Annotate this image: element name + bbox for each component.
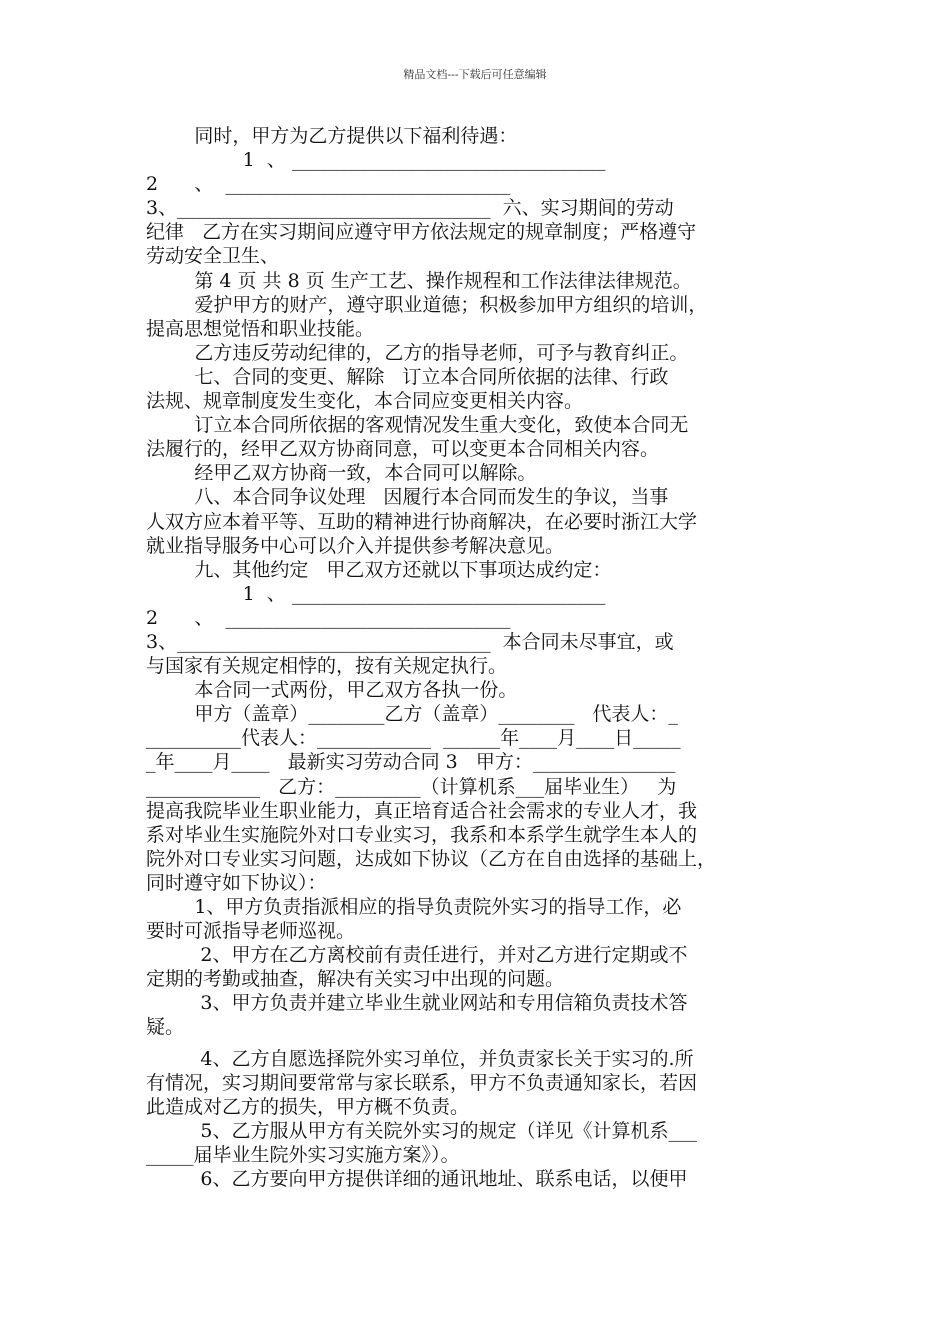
text-line: 与国家有关规定相悖的，按有关规定执行。 (146, 655, 508, 678)
text-line: 第 4 页 共 8 页 生产工艺、操作规程和工作法律法律规范。 (146, 269, 692, 292)
paragraph-gap (146, 1040, 808, 1047)
text-line: 3、_________________________________ 本合同未尽事宜，或 (146, 630, 674, 653)
text-line: 2、甲方在乙方离校前有责任进行，并对乙方进行定期或不 (146, 944, 688, 967)
text-line: 法规、规章制度发生变化，本合同应变更相关内容。 (146, 390, 584, 413)
text-line: 2 、 ______________________________ (146, 173, 511, 196)
text-line: 院外对口专业实习问题，达成如下协议（乙方在自由选择的基础上， (146, 847, 717, 870)
text-line: 就业指导服务中心可以介入并提供参考解决意见。 (146, 534, 565, 557)
text-line: 八、本合同争议处理 因履行本合同而发生的争议，当事 (146, 486, 669, 509)
text-line: 人双方应本着平等、互助的精神进行协商解决，在必要时浙江大学 (146, 510, 698, 533)
page-header: 精品文档---下载后可任意编辑 (403, 68, 547, 81)
text-line: 1 、 _________________________________ (146, 582, 606, 605)
text-line: 5、乙方服从甲方有关院外实习的规定（详见《计算机系___ (146, 1119, 697, 1142)
text-line: 疑。 (146, 1016, 185, 1039)
text-line: 乙方违反劳动纪律的，乙方的指导老师，可予与教育纠正。 (146, 341, 689, 364)
text-line: 6、乙方要向甲方提供详细的通讯地址、联系电话，以便甲 (146, 1168, 688, 1191)
text-line: 提高我院毕业生职业能力，真正培育适合社会需求的专业人才，我 (146, 799, 698, 822)
text-line: 甲方（盖章）________乙方（盖章）________ 代表人：_ (146, 703, 678, 726)
text-line: 同时遵守如下协议）： (146, 871, 327, 894)
text-line: 3、_________________________________ 六、实习期间的劳动 (146, 197, 674, 220)
text-line: 经甲乙双方协商一致，本合同可以解除。 (146, 462, 537, 485)
text-line: 劳动安全卫生、 (146, 245, 280, 268)
text-line: 1、甲方负责指派相应的指导负责院外实习的指导工作，必 (146, 896, 682, 918)
text-line: 4、乙方自愿选择院外实习单位，并负责家长关于实习的.所 (146, 1047, 694, 1070)
text-line: 七、合同的变更、解除 订立本合同所依据的法律、行政 (146, 365, 669, 388)
document-body (146, 124, 808, 1191)
text-line: _____届毕业生院外实习实施方案》）。 (146, 1143, 460, 1166)
text-line: 3、甲方负责并建立毕业生就业网站和专用信箱负责技术答 (146, 992, 688, 1015)
text-line: ____________ 乙方：_________（计算机系___届毕业生） 为 (146, 775, 677, 798)
text-line: 定期的考勤或抽查，解决有关实习中出现的问题。 (146, 968, 565, 991)
text-line: 订立本合同所依据的客观情况发生重大变化，致使本合同无 (146, 414, 689, 437)
text-line: 法履行的，经甲乙双方协商同意，可以变更本合同相关内容。 (146, 438, 660, 461)
text-line: 系对毕业生实施院外对口专业实习，我系和本系学生就学生本人的 (146, 823, 698, 846)
text-line: _年____月____ 最新实习劳动合同 3 甲方：_______________ (146, 751, 676, 774)
text-line: 提高思想觉悟和职业技能。 (146, 317, 375, 340)
text-line: 爱护甲方的财产，遵守职业道德；积极参加甲方组织的培训， (146, 293, 708, 316)
text-line: 此造成对乙方的损失，甲方概不负责。 (146, 1095, 470, 1118)
text-line: 本合同一式两份，甲乙双方各执一份。 (146, 679, 518, 702)
text-line: 同时，甲方为乙方提供以下福利待遇： (146, 125, 518, 147)
text-line: 2 、 ______________________________ (146, 606, 511, 629)
text-line: 1 、 _________________________________ (146, 149, 606, 172)
text-line: 纪律 乙方在实习期间应遵守甲方依法规定的规章制度；严格遵守 (146, 221, 697, 244)
text-line: 有情况，实习期间要常常与家长联系，甲方不负责通知家长，若因 (146, 1071, 698, 1094)
text-line: 九、其他约定 甲乙双方还就以下事项达成约定： (146, 558, 612, 581)
text-line: 要时可派指导老师巡视。 (146, 920, 356, 943)
text-line: __________代表人：____________ ______年____月____日_____ (146, 727, 681, 750)
